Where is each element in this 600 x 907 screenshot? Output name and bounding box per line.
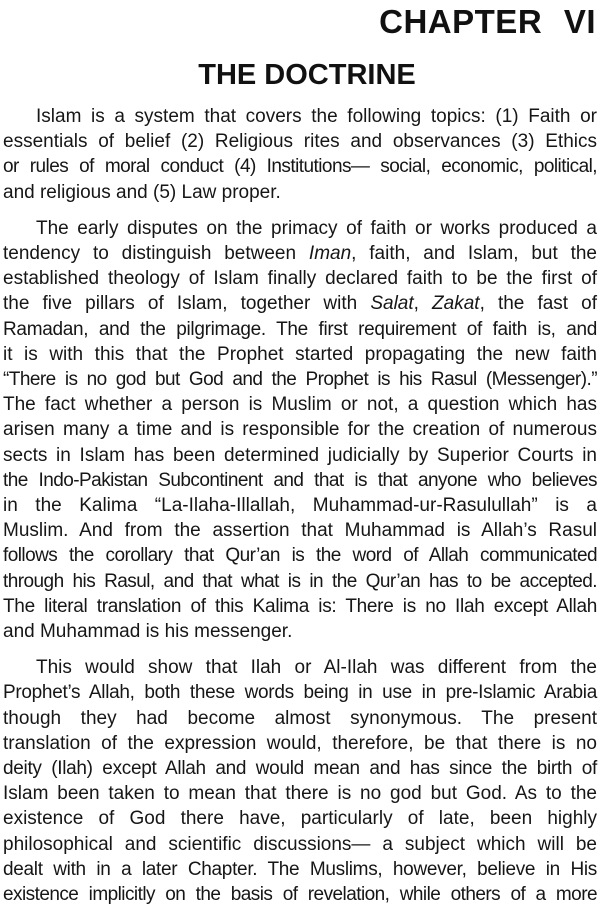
text-line: The early disputes on the primacy of faith or works produced a (36, 217, 597, 239)
italic-term: Salat (370, 293, 414, 315)
text-line: Prophet’s Allah, both these words being in use in pre-Islamic Arabia (3, 682, 597, 704)
text-line: This would show that Ilah or Al-Ilah was different from the (36, 657, 597, 679)
text-line: or rules of moral conduct (4) Institutions— social, economic, political, (3, 156, 597, 178)
paragraph-2 (3, 216, 597, 644)
chapter-title: THE DOCTRINE (198, 59, 416, 91)
text-line: arisen many a time and is responsible for the creation of numerous (3, 419, 597, 441)
text-line: Islam been taken to mean that there is no god but God. As to the (3, 783, 597, 805)
text-line: Muslim. And from the assertion that Muhammad is Allah’s Rasul (3, 520, 597, 542)
body-text (3, 104, 597, 907)
text-line: Ramadan, and the pilgrimage. The first requirement of faith is, and (3, 318, 597, 340)
text-line: and Muhammad is his messenger. (3, 621, 293, 643)
text-line: the Indo-Pakistan Subcontinent and that is that anyone who believes (3, 469, 597, 491)
text-line: though they had become almost synonymous. The present (3, 707, 597, 729)
text-line: essentials of belief (2) Religious rites and observances (3) Ethics (3, 131, 597, 153)
text-line: follows the corollary that Qur’an is the word of Allah communicated (3, 545, 597, 567)
text-segment: the five pillars of Islam, together with (3, 293, 358, 315)
text-line: dealt with in a later Chapter. The Muslims, however, believe in His (3, 858, 597, 880)
text-line: it is with this that the Prophet started propagating the new faith (3, 343, 597, 365)
text-line: in the Kalima “La-Ilaha-Illallah, Muhammad-ur-Rasulullah” is a (3, 495, 597, 517)
text-segment: , faith, and Islam, but the (351, 243, 597, 265)
text-segment: , (413, 293, 419, 315)
text-line (3, 241, 597, 266)
text-line: The literal translation of this Kalima is: There is no Ilah except Allah (3, 595, 597, 617)
text-segment: tendency to distinguish between (3, 243, 297, 265)
italic-term: Zakat (432, 293, 480, 315)
italic-term: Iman (308, 243, 352, 265)
text-line: Islam is a system that covers the following topics: (1) Faith or (36, 106, 597, 127)
text-line: translation of the expression would, therefore, be that there is no (3, 732, 597, 754)
text-line: existence implicitly on the basis of revelation, while others of a more (3, 884, 597, 906)
text-line: philosophical and scientific discussions— a subject which will be (3, 833, 597, 855)
text-line (3, 291, 597, 316)
paragraph-1 (3, 104, 597, 205)
text-line: existence of God there have, particularly of late, been highly (3, 808, 597, 830)
paragraph-3 (3, 655, 597, 907)
text-line: sects in Islam has been determined judicially by Superior Courts in (3, 444, 597, 466)
chapter-heading: CHAPTER VI (379, 3, 596, 40)
text-segment: , the fast of (479, 293, 598, 315)
text-line: “There is no god but God and the Prophet is his Rasul (Messenger).” (3, 369, 597, 391)
text-line: established theology of Islam finally declared faith to be the first of (3, 268, 597, 290)
text-line: through his Rasul, and that what is in the Qur’an has to be accepted. (3, 570, 597, 592)
text-line: deity (Ilah) except Allah and would mean and has since the birth of (3, 758, 597, 780)
text-line: The fact whether a person is Muslim or not, a question which has (3, 394, 597, 416)
text-line: and religious and (5) Law proper. (3, 181, 281, 203)
